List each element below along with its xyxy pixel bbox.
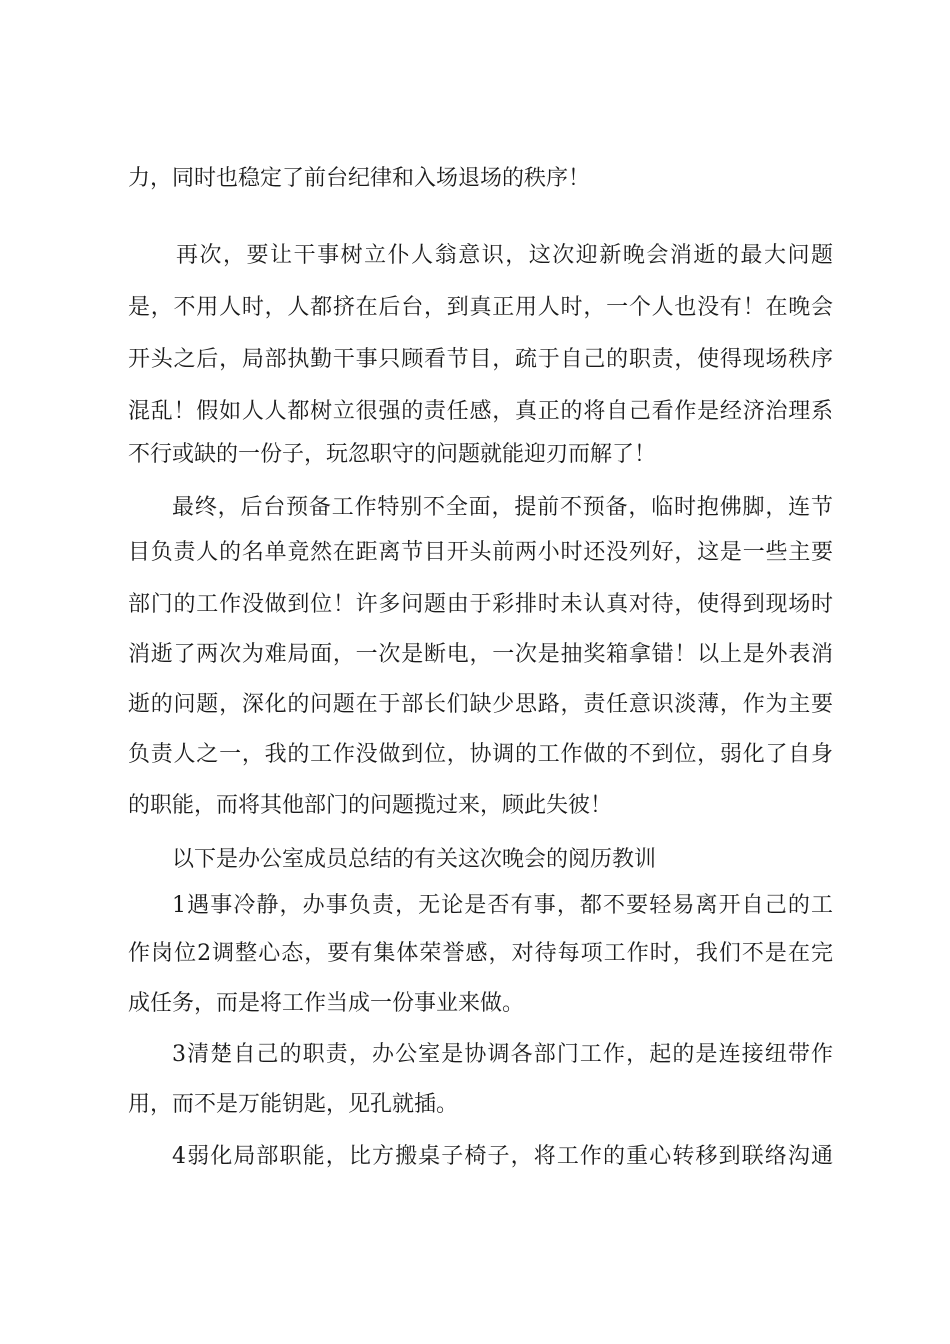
text-line: 作岗位2调整心态，要有集体荣誉感，对待每项工作时，我们不是在完 bbox=[128, 941, 833, 966]
text-line: 开头之后，局部执勤干事只顾看节目，疏于自己的职责，使得现场秩序 bbox=[128, 347, 833, 372]
text-line: 不行或缺的一份子，玩忽职守的问题就能迎刃而解了！ bbox=[128, 442, 657, 467]
text-line: 用，而不是万能钥匙，见孔就插。 bbox=[128, 1092, 459, 1117]
text-line: 目负责人的名单竟然在距离节目开头前两小时还没列好，这是一些主要 bbox=[128, 540, 833, 565]
text-line: 负责人之一，我的工作没做到位，协调的工作做的不到位，弱化了自身 bbox=[128, 742, 833, 767]
text-line: 以下是办公室成员总结的有关这次晚会的阅历教训 bbox=[172, 847, 657, 872]
text-line: 成任务，而是将工作当成一份事业来做。 bbox=[128, 991, 525, 1016]
text-line: 部门的工作没做到位！许多问题由于彩排时未认真对待，使得到现场时 bbox=[128, 592, 833, 617]
text-line: 的职能，而将其他部门的问题揽过来，顾此失彼！ bbox=[128, 793, 613, 818]
text-line: 逝的问题，深化的问题在于部长们缺少思路，责任意识淡薄，作为主要 bbox=[128, 692, 833, 717]
text-line: 混乱！假如人人都树立很强的责任感，真正的将自己看作是经济治理系 bbox=[128, 399, 833, 424]
text-line: 4弱化局部职能，比方搬桌子椅子，将工作的重心转移到联络沟通 bbox=[172, 1144, 833, 1169]
text-line: 消逝了两次为难局面，一次是断电，一次是抽奖箱拿错！以上是外表消 bbox=[128, 642, 833, 667]
text-line: 是，不用人时，人都挤在后台，到真正用人时，一个人也没有！在晚会 bbox=[128, 295, 833, 320]
text-line: 1遇事冷静，办事负责，无论是否有事，都不要轻易离开自己的工 bbox=[172, 893, 833, 918]
text-line: 最终，后台预备工作特别不全面，提前不预备，临时抱佛脚，连节 bbox=[172, 495, 833, 520]
text-line: 再次，要让干事树立仆人翁意识，这次迎新晚会消逝的最大问题 bbox=[176, 243, 833, 268]
text-line: 3清楚自己的职责，办公室是协调各部门工作，起的是连接纽带作 bbox=[172, 1042, 833, 1067]
text-line: 力，同时也稳定了前台纪律和入场退场的秩序！ bbox=[128, 166, 591, 191]
